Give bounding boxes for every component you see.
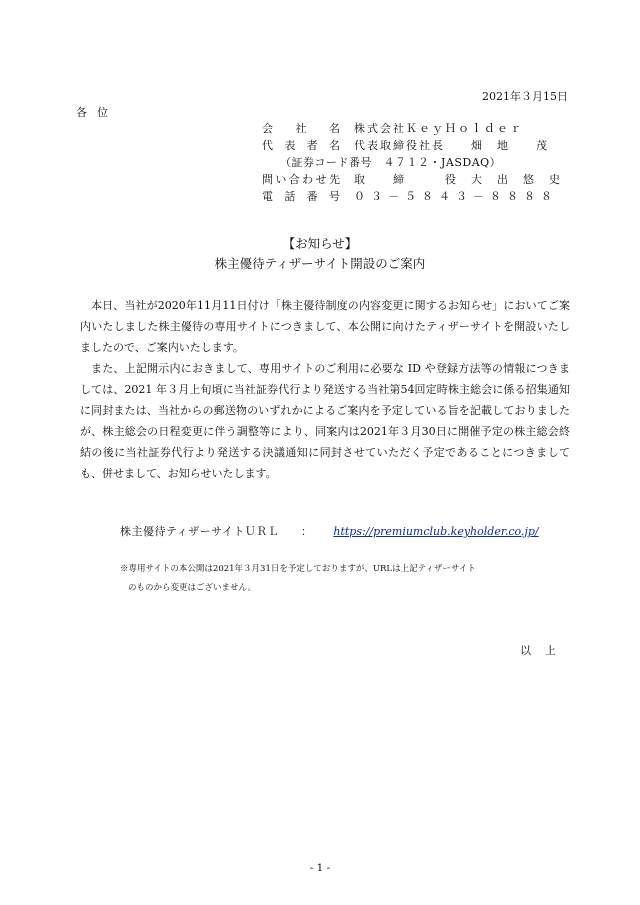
teaser-url-separator: ：: [300, 525, 312, 538]
page-number: - 1 -: [309, 862, 331, 874]
issuer-contact-row: [262, 171, 582, 188]
notice-bracket-title: 【お知らせ】: [282, 236, 358, 251]
addressee: 各位: [76, 106, 118, 119]
footnote-line-2: のものから変更はございません。: [128, 583, 257, 593]
footnote: [120, 560, 540, 598]
company-name: 株式会社ＫｅｙＨｏｌｄｅｒ: [354, 122, 523, 135]
footnote-line-1: ※専用サイトの本公開は2021年３月31日を予定しておりますが、URLは上記ティザーサイト: [120, 564, 476, 574]
representative-label: 代 表 者 名: [262, 139, 340, 152]
representative-name: 代表取締役社長 畑 地 茂: [354, 139, 549, 152]
contact-name: 取 締 役 大 出 悠 史: [354, 173, 562, 186]
document-date: 2021年３月15日: [482, 90, 568, 103]
teaser-url-label: 株主優待ティザーサイトＵＲＬ: [120, 525, 280, 538]
phone-number: ０３－５８４３－８８８８: [354, 190, 558, 203]
teaser-url-link[interactable]: https://premiumclub.keyholder.co.jp/: [333, 525, 539, 538]
body-paragraph-1: 本日、当社が2020年11月11日付け「株主優待制度の内容変更に関するお知らせ」においてご案内いたしました株主優待の専用サイトにつきまして、本公開に向けたティザーサイトを開設いたしましたので、ご案内いたします。: [80, 299, 570, 354]
body-paragraph-2: また、上記開示内におきまして、専用サイトのご利用に必要な ID や登録方法等の情報につきましては、2021 年３月上旬頃に当社証券代行より発送する当社第54回定時株主総会に係る招集通知に同封または、当社からの郵送物のいずれかによるご案内を予定している旨を記載しておりましたが、株主総会の日程変更に伴う調整等により、同案内は2021年３月30日に開催予定の株主総会終結の後に当社証券代行より発送する決議通知に同封させていただく予定であることにつきましても、併せまして、お知らせいたします。: [80, 362, 570, 480]
issuer-company-row: [262, 120, 582, 137]
issuer-phone-row: [262, 188, 582, 205]
securities-code: （証券コード番号 ４７１２・JASDAQ）: [280, 156, 502, 169]
issuer-representative-row: [262, 137, 582, 154]
issuer-block: [262, 120, 582, 205]
phone-label: 電 話 番 号: [262, 190, 340, 203]
title-block: [0, 234, 640, 274]
contact-label: 問 い 合 わ せ 先: [262, 173, 340, 186]
teaser-url-row: [120, 523, 580, 539]
body-text: [80, 295, 570, 484]
page-title: 株主優待ティザーサイト開設のご案内: [214, 256, 426, 271]
issuer-code-row: [262, 154, 582, 171]
closing-mark: 以上: [520, 644, 570, 657]
company-label: 会 社 名: [262, 122, 340, 135]
